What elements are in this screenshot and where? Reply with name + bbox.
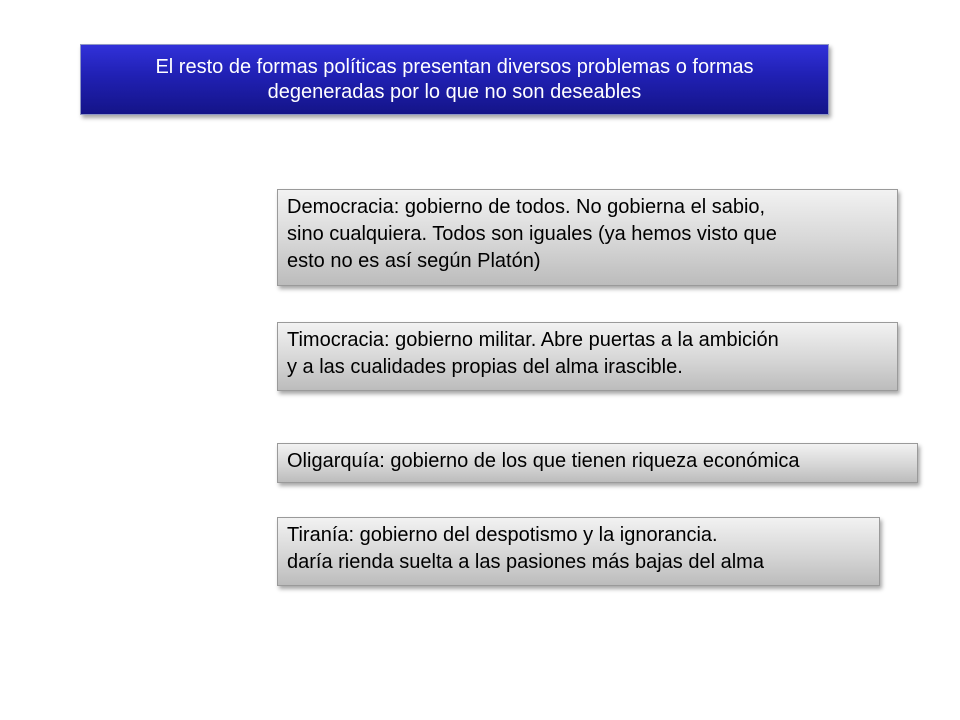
tirania-line-2: daría rienda suelta a las pasiones más bajas del alma [287,551,764,573]
democracia-box [277,189,898,286]
title-line-1: El resto de formas políticas presentan diversos problemas o formas [155,55,754,78]
title-line-2: degeneradas por lo que no son deseables [267,80,642,103]
democracia-line-2: sino cualquiera. Todos son iguales (ya hemos visto que [287,223,777,245]
title-box [80,44,829,115]
oligarquia-line-1: Oligarquía: gobierno de los que tienen riqueza económica [287,450,800,472]
democracia-line-1: Democracia: gobierno de todos. No gobierna el sabio, [287,196,766,218]
timocracia-line-1: Timocracia: gobierno militar. Abre puertas a la ambición [287,329,779,351]
tirania-box [277,517,880,586]
oligarquia-box [277,443,918,483]
title-text [155,55,753,105]
timocracia-box [277,322,898,391]
tirania-line-1: Tiranía: gobierno del despotismo y la ignorancia. [287,524,718,546]
democracia-line-3: esto no es así según Platón) [287,250,541,272]
timocracia-line-2: y a las cualidades propias del alma irascible. [287,356,683,378]
